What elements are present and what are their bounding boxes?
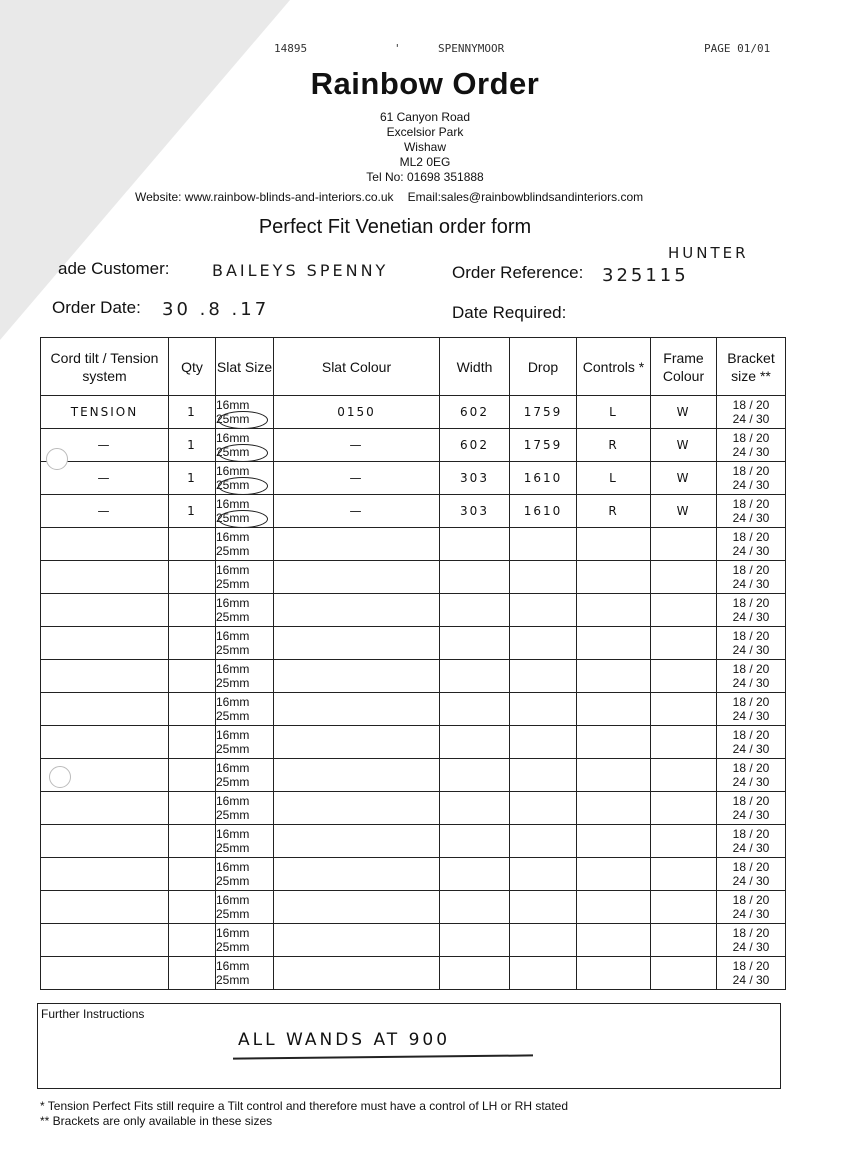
cell-slat-size (216, 957, 274, 990)
header-qty: Qty (169, 338, 216, 396)
bracket-option-24-30: 24 / 30 (732, 775, 770, 789)
company-address (0, 110, 850, 185)
cell-bracket-size (717, 825, 786, 858)
contact-line (135, 190, 735, 204)
cell-width (440, 726, 510, 759)
cell-frame-colour (651, 891, 717, 924)
cell-width: 602 (440, 429, 510, 462)
footnotes (40, 1099, 568, 1129)
bracket-option-18-20: 18 / 20 (732, 431, 770, 445)
cell-width (440, 528, 510, 561)
header-width: Width (440, 338, 510, 396)
bracket-option-18-20: 18 / 20 (732, 629, 770, 643)
cell-controls: R (577, 429, 651, 462)
cell-slat-colour: — (274, 495, 440, 528)
slat-25mm-selection-circle (218, 411, 268, 429)
cell-cord-tilt: — (41, 462, 169, 495)
cell-width (440, 660, 510, 693)
cell-frame-colour (651, 726, 717, 759)
slat-option-25mm: 25mm (216, 841, 250, 855)
further-instructions-box (37, 1003, 781, 1089)
cell-qty (169, 858, 216, 891)
order-reference-value: 325115 (602, 265, 689, 286)
cell-frame-colour: W (651, 396, 717, 429)
cell-width (440, 792, 510, 825)
cell-drop (510, 792, 577, 825)
cell-bracket-size (717, 627, 786, 660)
cell-bracket-size (717, 528, 786, 561)
cell-controls (577, 627, 651, 660)
cell-frame-colour (651, 759, 717, 792)
cell-slat-colour (274, 957, 440, 990)
cell-drop (510, 957, 577, 990)
cell-cord-tilt (41, 660, 169, 693)
slat-option-25mm: 25mm (216, 610, 250, 624)
cell-width (440, 924, 510, 957)
table-row (41, 495, 786, 528)
slat-option-25mm: 25mm (216, 874, 250, 888)
slat-25mm-selection-circle (218, 477, 268, 495)
slat-option-16mm: 16mm (216, 431, 250, 445)
cell-slat-size (216, 462, 274, 495)
cell-frame-colour (651, 594, 717, 627)
cell-slat-colour (274, 825, 440, 858)
telephone: Tel No: 01698 351888 (366, 170, 484, 184)
cell-qty (169, 792, 216, 825)
cell-bracket-size (717, 957, 786, 990)
cell-cord-tilt (41, 561, 169, 594)
slat-option-25mm: 25mm (216, 973, 250, 987)
slat-option-25mm: 25mm (216, 742, 250, 756)
punch-hole (46, 448, 68, 470)
cell-cord-tilt (41, 825, 169, 858)
table-row (41, 792, 786, 825)
cell-cord-tilt (41, 627, 169, 660)
bracket-option-24-30: 24 / 30 (732, 445, 770, 459)
cell-drop (510, 924, 577, 957)
bracket-option-18-20: 18 / 20 (732, 794, 770, 808)
header-frame-colour: Frame Colour (651, 338, 717, 396)
slat-option-25mm: 25mm (216, 544, 250, 558)
slat-option-25mm: 25mm (216, 412, 250, 426)
bracket-option-24-30: 24 / 30 (732, 940, 770, 954)
cell-slat-size (216, 396, 274, 429)
cell-slat-colour (274, 726, 440, 759)
cell-cord-tilt (41, 858, 169, 891)
table-row (41, 561, 786, 594)
slat-option-25mm: 25mm (216, 478, 250, 492)
slat-option-16mm: 16mm (216, 860, 250, 874)
cell-slat-size (216, 660, 274, 693)
cell-frame-colour: W (651, 429, 717, 462)
cell-qty (169, 594, 216, 627)
table-row (41, 957, 786, 990)
cell-drop (510, 561, 577, 594)
cell-frame-colour (651, 627, 717, 660)
bracket-option-18-20: 18 / 20 (732, 530, 770, 544)
cell-slat-size (216, 429, 274, 462)
slat-option-16mm: 16mm (216, 497, 250, 511)
bracket-option-24-30: 24 / 30 (732, 742, 770, 756)
cell-slat-size (216, 561, 274, 594)
address-line: ML2 0EG (399, 155, 451, 169)
cell-controls (577, 891, 651, 924)
cell-cord-tilt (41, 924, 169, 957)
bracket-option-18-20: 18 / 20 (732, 464, 770, 478)
cell-qty: 1 (169, 495, 216, 528)
slat-option-25mm: 25mm (216, 445, 250, 459)
cell-drop (510, 627, 577, 660)
cell-slat-colour (274, 858, 440, 891)
table-row (41, 891, 786, 924)
cell-controls (577, 858, 651, 891)
cell-controls: R (577, 495, 651, 528)
handwritten-underline (233, 1054, 533, 1059)
cell-slat-colour (274, 561, 440, 594)
cell-controls (577, 528, 651, 561)
bracket-option-24-30: 24 / 30 (732, 907, 770, 921)
slat-option-16mm: 16mm (216, 761, 250, 775)
cell-frame-colour (651, 957, 717, 990)
table-row (41, 858, 786, 891)
bracket-option-24-30: 24 / 30 (732, 544, 770, 558)
cell-controls (577, 660, 651, 693)
cell-slat-size (216, 792, 274, 825)
bracket-option-18-20: 18 / 20 (732, 563, 770, 577)
slat-option-16mm: 16mm (216, 794, 250, 808)
cell-slat-size (216, 858, 274, 891)
cell-width (440, 825, 510, 858)
bracket-option-24-30: 24 / 30 (732, 841, 770, 855)
slat-option-25mm: 25mm (216, 907, 250, 921)
bracket-option-18-20: 18 / 20 (732, 662, 770, 676)
cell-slat-size (216, 693, 274, 726)
cell-drop (510, 825, 577, 858)
cell-drop (510, 858, 577, 891)
slat-option-16mm: 16mm (216, 629, 250, 643)
cell-controls (577, 693, 651, 726)
bracket-option-24-30: 24 / 30 (732, 874, 770, 888)
email: Email:sales@rainbowblindsandinteriors.com (407, 190, 644, 204)
cell-frame-colour (651, 528, 717, 561)
cell-drop: 1610 (510, 495, 577, 528)
cell-slat-size (216, 528, 274, 561)
bracket-option-18-20: 18 / 20 (732, 926, 770, 940)
cell-slat-colour: 0150 (274, 396, 440, 429)
cell-cord-tilt (41, 726, 169, 759)
cell-slat-colour: — (274, 462, 440, 495)
slat-option-25mm: 25mm (216, 511, 250, 525)
cell-slat-size (216, 726, 274, 759)
cell-width (440, 561, 510, 594)
cell-cord-tilt (41, 693, 169, 726)
slat-option-16mm: 16mm (216, 695, 250, 709)
cell-controls: L (577, 462, 651, 495)
slat-option-25mm: 25mm (216, 643, 250, 657)
cell-frame-colour (651, 858, 717, 891)
cell-frame-colour: W (651, 495, 717, 528)
bracket-option-24-30: 24 / 30 (732, 808, 770, 822)
slat-option-16mm: 16mm (216, 596, 250, 610)
fax-page: PAGE 01/01 (704, 42, 771, 55)
cell-controls (577, 759, 651, 792)
cell-controls (577, 957, 651, 990)
cell-controls (577, 726, 651, 759)
order-table (40, 337, 786, 990)
cell-frame-colour (651, 825, 717, 858)
cell-slat-colour (274, 528, 440, 561)
cell-slat-colour (274, 693, 440, 726)
company-name: Rainbow Order (310, 66, 540, 101)
table-header-row (41, 338, 786, 396)
slat-option-16mm: 16mm (216, 662, 250, 676)
cell-controls (577, 825, 651, 858)
cell-drop: 1759 (510, 396, 577, 429)
cell-cord-tilt: — (41, 429, 169, 462)
cell-controls: L (577, 396, 651, 429)
cell-width (440, 594, 510, 627)
cell-slat-colour (274, 792, 440, 825)
slat-option-25mm: 25mm (216, 709, 250, 723)
cell-width: 602 (440, 396, 510, 429)
bracket-option-24-30: 24 / 30 (732, 610, 770, 624)
slat-option-16mm: 16mm (216, 563, 250, 577)
cell-drop (510, 891, 577, 924)
bracket-option-18-20: 18 / 20 (732, 827, 770, 841)
slat-25mm-selection-circle (218, 444, 268, 462)
table-row (41, 759, 786, 792)
cell-qty (169, 561, 216, 594)
cell-cord-tilt (41, 792, 169, 825)
cell-width (440, 891, 510, 924)
cell-frame-colour (651, 693, 717, 726)
cell-qty: 1 (169, 429, 216, 462)
website: Website: www.rainbow-blinds-and-interiors.co.uk (135, 190, 394, 204)
cell-bracket-size (717, 561, 786, 594)
cell-cord-tilt (41, 528, 169, 561)
cell-qty (169, 759, 216, 792)
cell-width (440, 627, 510, 660)
table-row (41, 594, 786, 627)
cell-slat-colour (274, 660, 440, 693)
cell-drop: 1610 (510, 462, 577, 495)
trade-customer-value: BAILEYS SPENNY (212, 261, 389, 280)
cell-frame-colour (651, 561, 717, 594)
slat-option-16mm: 16mm (216, 827, 250, 841)
cell-qty (169, 528, 216, 561)
table-row (41, 462, 786, 495)
cell-drop (510, 693, 577, 726)
bracket-option-24-30: 24 / 30 (732, 511, 770, 525)
cell-qty (169, 627, 216, 660)
bracket-option-18-20: 18 / 20 (732, 728, 770, 742)
cell-bracket-size (717, 396, 786, 429)
slat-option-16mm: 16mm (216, 959, 250, 973)
punch-hole (49, 766, 71, 788)
bracket-option-18-20: 18 / 20 (732, 959, 770, 973)
cell-bracket-size (717, 693, 786, 726)
table-row (41, 726, 786, 759)
slat-option-25mm: 25mm (216, 940, 250, 954)
bracket-option-18-20: 18 / 20 (732, 860, 770, 874)
table-row (41, 627, 786, 660)
cell-slat-colour: — (274, 429, 440, 462)
bracket-option-18-20: 18 / 20 (732, 497, 770, 511)
cell-slat-colour (274, 891, 440, 924)
table-row (41, 660, 786, 693)
cell-qty (169, 825, 216, 858)
cell-slat-size (216, 924, 274, 957)
cell-bracket-size (717, 792, 786, 825)
cell-bracket-size (717, 726, 786, 759)
slat-option-25mm: 25mm (216, 808, 250, 822)
bracket-option-18-20: 18 / 20 (732, 695, 770, 709)
cell-cord-tilt: TENSION (41, 396, 169, 429)
bracket-option-24-30: 24 / 30 (732, 643, 770, 657)
cell-slat-colour (274, 759, 440, 792)
cell-qty (169, 891, 216, 924)
table-row (41, 528, 786, 561)
trade-customer-label: ade Customer: (58, 259, 170, 278)
cell-cord-tilt: — (41, 495, 169, 528)
cell-qty (169, 660, 216, 693)
cell-cord-tilt (41, 594, 169, 627)
bracket-option-24-30: 24 / 30 (732, 973, 770, 987)
cell-width: 303 (440, 495, 510, 528)
cell-width (440, 693, 510, 726)
slat-option-25mm: 25mm (216, 775, 250, 789)
cell-qty (169, 693, 216, 726)
header-drop: Drop (510, 338, 577, 396)
cell-qty: 1 (169, 462, 216, 495)
cell-slat-size (216, 627, 274, 660)
cell-qty: 1 (169, 396, 216, 429)
cell-bracket-size (717, 462, 786, 495)
cell-width (440, 759, 510, 792)
cell-drop (510, 759, 577, 792)
bracket-option-24-30: 24 / 30 (732, 676, 770, 690)
cell-slat-size (216, 495, 274, 528)
bracket-option-24-30: 24 / 30 (732, 577, 770, 591)
bracket-option-24-30: 24 / 30 (732, 478, 770, 492)
cell-width (440, 858, 510, 891)
cell-slat-colour (274, 924, 440, 957)
cell-bracket-size (717, 759, 786, 792)
cell-slat-size (216, 825, 274, 858)
cell-drop (510, 726, 577, 759)
order-reference-note: HUNTER (668, 244, 749, 262)
cell-slat-colour (274, 627, 440, 660)
footnote-brackets: ** Brackets are only available in these sizes (40, 1114, 273, 1128)
date-required-label: Date Required: (452, 303, 567, 322)
header-slat-size: Slat Size (216, 338, 274, 396)
order-date-label: Order Date: (52, 298, 141, 317)
footnote-tension: * Tension Perfect Fits still require a Tilt control and therefore must have a control of LH or RH stated (40, 1099, 569, 1113)
slat-option-16mm: 16mm (216, 926, 250, 940)
cell-slat-size (216, 759, 274, 792)
cell-width: 303 (440, 462, 510, 495)
cell-bracket-size (717, 891, 786, 924)
table-row (41, 396, 786, 429)
address-line: 61 Canyon Road (379, 110, 471, 124)
cell-bracket-size (717, 495, 786, 528)
slat-option-16mm: 16mm (216, 530, 250, 544)
cell-frame-colour (651, 924, 717, 957)
cell-cord-tilt (41, 957, 169, 990)
fax-id: 14895 (274, 42, 308, 55)
header-slat-colour: Slat Colour (274, 338, 440, 396)
cell-slat-size (216, 594, 274, 627)
order-date-value: 30 .8 .17 (162, 299, 270, 320)
cell-slat-size (216, 891, 274, 924)
further-instructions-text: ALL WANDS AT 900 (238, 1030, 451, 1050)
cell-drop (510, 660, 577, 693)
slat-option-16mm: 16mm (216, 893, 250, 907)
cell-frame-colour (651, 660, 717, 693)
cell-drop (510, 594, 577, 627)
bracket-option-18-20: 18 / 20 (732, 761, 770, 775)
slat-option-16mm: 16mm (216, 398, 250, 412)
table-row (41, 429, 786, 462)
form-title: Perfect Fit Venetian order form (258, 216, 532, 238)
address-line: Wishaw (403, 140, 446, 154)
slat-option-25mm: 25mm (216, 577, 250, 591)
fax-store: SPENNYMOOR (438, 42, 505, 55)
cell-controls (577, 594, 651, 627)
cell-bracket-size (717, 429, 786, 462)
bracket-option-18-20: 18 / 20 (732, 596, 770, 610)
cell-drop: 1759 (510, 429, 577, 462)
fax-mark: ' (394, 42, 401, 55)
cell-controls (577, 792, 651, 825)
cell-cord-tilt (41, 891, 169, 924)
table-row (41, 693, 786, 726)
header-bracket-size: Bracket size ** (717, 338, 786, 396)
cell-frame-colour: W (651, 462, 717, 495)
slat-option-25mm: 25mm (216, 676, 250, 690)
slat-25mm-selection-circle (218, 510, 268, 528)
cell-bracket-size (717, 660, 786, 693)
cell-width (440, 957, 510, 990)
header-controls: Controls * (577, 338, 651, 396)
cell-bracket-size (717, 594, 786, 627)
table-row (41, 924, 786, 957)
bracket-option-18-20: 18 / 20 (732, 893, 770, 907)
further-instructions-label: Further Instructions (41, 1007, 145, 1021)
bracket-option-24-30: 24 / 30 (732, 412, 770, 426)
cell-drop (510, 528, 577, 561)
slat-option-16mm: 16mm (216, 464, 250, 478)
cell-qty (169, 726, 216, 759)
slat-option-16mm: 16mm (216, 728, 250, 742)
cell-qty (169, 924, 216, 957)
cell-frame-colour (651, 792, 717, 825)
cell-qty (169, 957, 216, 990)
cell-controls (577, 561, 651, 594)
cell-controls (577, 924, 651, 957)
cell-slat-colour (274, 594, 440, 627)
table-row (41, 825, 786, 858)
bracket-option-24-30: 24 / 30 (732, 709, 770, 723)
order-reference-label: Order Reference: (452, 263, 584, 282)
cell-bracket-size (717, 924, 786, 957)
address-line: Excelsior Park (386, 125, 464, 139)
header-cord: Cord tilt / Tension system (41, 338, 169, 396)
cell-bracket-size (717, 858, 786, 891)
bracket-option-18-20: 18 / 20 (732, 398, 770, 412)
